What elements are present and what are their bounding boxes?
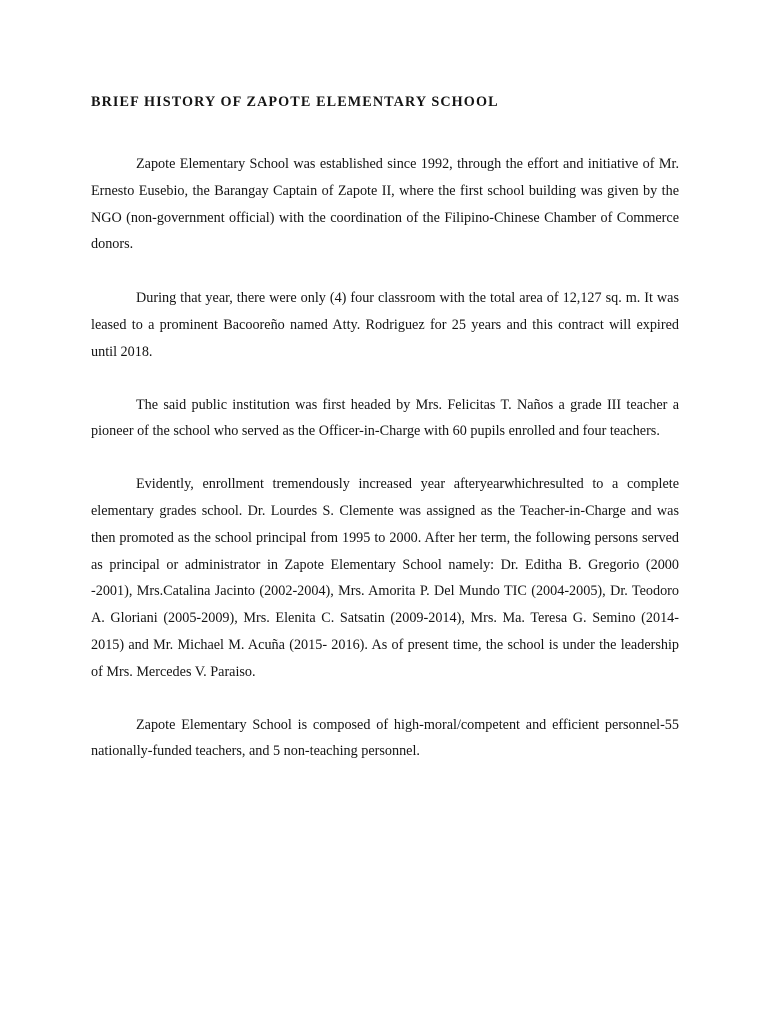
paragraph-founding: Zapote Elementary School was established since 1992, through the effort and initiative of Mr. Ernesto Eusebio, the Barangay Captain of Zapote II, where the first school building was given by the NGO (non-government official) with the coordination of the Filipino-Chinese Chamber of Commerce donors.: [91, 156, 679, 253]
document-body: [91, 151, 679, 791]
paragraph-personnel: Zapote Elementary School is composed of high-moral/competent and efficient personnel-55 nationally-funded teachers, and 5 non-teaching personnel.: [91, 716, 679, 760]
paragraph-first-head: The said public institution was first headed by Mrs. Felicitas T. Naños a grade III teacher a pioneer of the school who served as the Officer-in-Charge with 60 pupils enrolled and four teachers.: [91, 396, 679, 440]
paragraph-classrooms: During that year, there were only (4) four classroom with the total area of 12,127 sq. m. It was leased to a prominent Bacooreño named Atty. Rodriguez for 25 years and this contract will expired until 2018.: [91, 290, 679, 360]
paragraph-leadership: Evidently, enrollment tremendously increased year afteryearwhichresulted to a complete elementary grades school. Dr. Lourdes S. Clemente was assigned as the Teacher-in-Charge and was then promoted as the school principal from 1995 to 2000. After her term, the following persons served as principal or administrator in Zapote Elementary School namely: Dr. Editha B. Gregorio (2000 -2001), Mrs.Catalina Jacinto (2002-2004), Mrs. Amorita P. Del Mundo TIC (2004-2005), Dr. Teodoro A. Gloriani (2005-2009), Mrs. Elenita C. Satsatin (2009-2014), Mrs. Ma. Teresa G. Semino (2014-2015) and Mr. Michael M. Acuña (2015- 2016). As of present time, the school is under the leadership of Mrs. Mercedes V. Paraiso.: [91, 476, 679, 680]
document-title: BRIEF HISTORY OF ZAPOTE ELEMENTARY SCHOOL: [91, 94, 499, 110]
